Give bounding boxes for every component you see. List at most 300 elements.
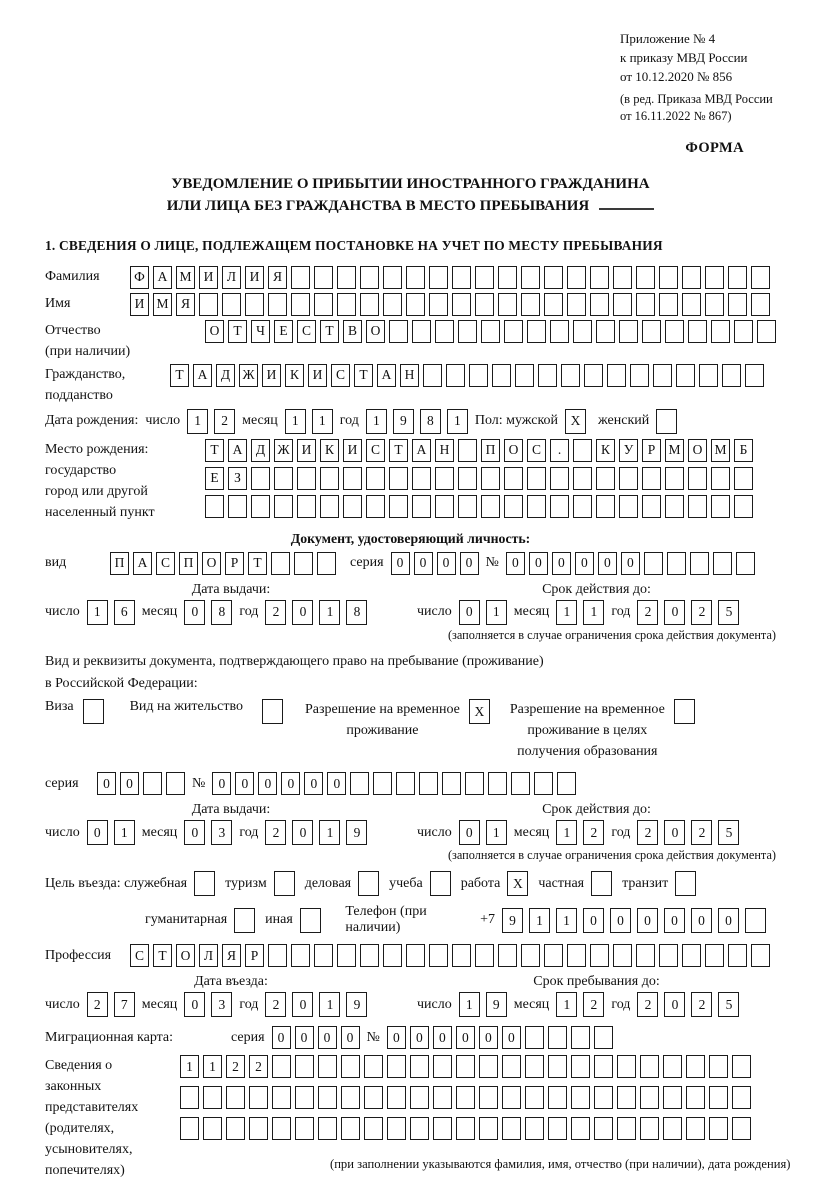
surname-cell[interactable]: Я [268,266,287,289]
doc-series-cell[interactable]: 0 [414,552,433,575]
doc-kind-cell[interactable]: П [179,552,198,575]
surname-cell[interactable] [613,266,632,289]
res-issue-year-cell[interactable]: 0 [292,820,313,845]
doc-series-cell[interactable]: 0 [460,552,479,575]
profession-cell[interactable] [475,944,494,967]
res-valid-day-cell[interactable]: 0 [459,820,480,845]
birthplace-cell[interactable] [573,439,592,462]
birthplace-cell[interactable] [274,495,293,518]
patronymic-cell[interactable] [504,320,523,343]
birthplace-cell[interactable] [665,495,684,518]
birthplace-cell[interactable]: П [481,439,500,462]
representative-cell[interactable] [387,1055,406,1078]
representative-cell[interactable]: 1 [180,1055,199,1078]
name-cell[interactable]: М [153,293,172,316]
doc-issue-month-cell[interactable]: 8 [211,600,232,625]
entry-year-cell[interactable]: 0 [292,992,313,1017]
birthplace-cell[interactable] [481,467,500,490]
mig-number-cell[interactable] [548,1026,567,1049]
birthplace-cell[interactable] [458,439,477,462]
representative-cell[interactable]: 2 [226,1055,245,1078]
birthplace-cell[interactable] [251,495,270,518]
doc-kind-cell[interactable]: С [156,552,175,575]
res-valid-year-cell[interactable]: 2 [691,820,712,845]
res-valid-year-cell[interactable]: 2 [637,820,658,845]
profession-cell[interactable] [751,944,770,967]
patronymic-cell[interactable] [573,320,592,343]
doc-kind-cell[interactable] [317,552,336,575]
res-issue-year-cell[interactable]: 1 [319,820,340,845]
representative-cell[interactable] [594,1086,613,1109]
name-cell[interactable] [314,293,333,316]
res-valid-year-cell[interactable]: 5 [718,820,739,845]
birthplace-cell[interactable] [274,467,293,490]
doc-series-cell[interactable]: 0 [391,552,410,575]
patronymic-cell[interactable] [734,320,753,343]
surname-cell[interactable] [751,266,770,289]
representative-cell[interactable] [364,1117,383,1140]
birthplace-cell[interactable] [297,495,316,518]
res-number-cell[interactable]: 0 [281,772,300,795]
official-checkbox-cell[interactable] [194,871,215,896]
doc-number-cell[interactable]: 0 [506,552,525,575]
birthplace-cell[interactable]: Р [642,439,661,462]
surname-cell[interactable] [452,266,471,289]
surname-cell[interactable]: Ф [130,266,149,289]
citizenship-cell[interactable] [653,364,672,387]
representative-cell[interactable] [180,1086,199,1109]
mig-series-cell[interactable]: 0 [272,1026,291,1049]
birthplace-cell[interactable]: Н [435,439,454,462]
citizenship-cell[interactable] [561,364,580,387]
representative-cell[interactable] [663,1117,682,1140]
representative-cell[interactable] [502,1055,521,1078]
patronymic-cell[interactable] [757,320,776,343]
profession-cell[interactable] [452,944,471,967]
profession-cell[interactable] [521,944,540,967]
business-checkbox-cell[interactable] [358,871,379,896]
birthplace-cell[interactable]: Т [389,439,408,462]
representative-cell[interactable] [548,1055,567,1078]
citizenship-cell[interactable] [538,364,557,387]
patronymic-cell[interactable] [412,320,431,343]
birthplace-cell[interactable] [527,467,546,490]
citizenship-cell[interactable]: Н [400,364,419,387]
surname-cell[interactable]: И [199,266,218,289]
birthplace-cell[interactable] [734,495,753,518]
doc-issue-year-cell[interactable]: 8 [346,600,367,625]
doc-valid-month-cell[interactable]: 1 [556,600,577,625]
birthplace-cell[interactable]: А [412,439,431,462]
birthplace-cell[interactable]: Д [251,439,270,462]
representative-cell[interactable] [180,1117,199,1140]
phone-cell[interactable]: 1 [529,908,550,933]
birthplace-cell[interactable] [619,467,638,490]
doc-number-cell[interactable]: 0 [575,552,594,575]
doc-kind-cell[interactable]: П [110,552,129,575]
citizenship-cell[interactable] [423,364,442,387]
birthplace-cell[interactable] [711,467,730,490]
profession-cell[interactable]: Л [199,944,218,967]
work-checkbox-cell[interactable]: X [507,871,528,896]
representative-cell[interactable] [318,1117,337,1140]
birthplace-cell[interactable] [389,467,408,490]
doc-number-cell[interactable]: 0 [552,552,571,575]
representative-cell[interactable] [686,1055,705,1078]
doc-kind-cell[interactable]: Т [248,552,267,575]
birthplace-cell[interactable]: . [550,439,569,462]
birthplace-cell[interactable] [550,495,569,518]
phone-cell[interactable]: 0 [583,908,604,933]
patronymic-cell[interactable] [389,320,408,343]
birthplace-cell[interactable]: М [711,439,730,462]
patronymic-cell[interactable] [596,320,615,343]
res-number-cell[interactable]: 0 [212,772,231,795]
patronymic-cell[interactable]: О [366,320,385,343]
surname-cell[interactable] [544,266,563,289]
birthplace-cell[interactable]: А [228,439,247,462]
patronymic-cell[interactable]: Т [228,320,247,343]
humanitarian-checkbox-cell[interactable] [234,908,255,933]
patronymic-cell[interactable] [458,320,477,343]
birthplace-cell[interactable]: Б [734,439,753,462]
birthplace-cell[interactable]: О [504,439,523,462]
birthplace-cell[interactable] [297,467,316,490]
representative-cell[interactable] [525,1086,544,1109]
entry-month-cell[interactable]: 3 [211,992,232,1017]
res-issue-month-cell[interactable]: 3 [211,820,232,845]
representative-cell[interactable] [640,1086,659,1109]
stay-day-cell[interactable]: 9 [486,992,507,1017]
representative-cell[interactable] [341,1055,360,1078]
representative-cell[interactable] [525,1117,544,1140]
citizenship-cell[interactable]: Д [216,364,235,387]
name-cell[interactable] [406,293,425,316]
birthplace-cell[interactable] [366,495,385,518]
res-issue-day-cell[interactable]: 0 [87,820,108,845]
birthplace-cell[interactable]: К [320,439,339,462]
surname-cell[interactable] [521,266,540,289]
citizenship-cell[interactable]: Т [170,364,189,387]
citizenship-cell[interactable] [515,364,534,387]
phone-cell[interactable]: 0 [691,908,712,933]
birthplace-cell[interactable]: О [688,439,707,462]
representative-cell[interactable] [594,1055,613,1078]
citizenship-cell[interactable]: А [377,364,396,387]
surname-cell[interactable] [682,266,701,289]
name-cell[interactable] [245,293,264,316]
birthplace-cell[interactable] [734,467,753,490]
birthplace-cell[interactable] [228,495,247,518]
profession-cell[interactable] [682,944,701,967]
birthplace-cell[interactable] [550,467,569,490]
stay-year-cell[interactable]: 2 [637,992,658,1017]
representative-cell[interactable] [571,1055,590,1078]
representative-cell[interactable] [617,1117,636,1140]
birthplace-cell[interactable] [320,467,339,490]
representative-cell[interactable] [341,1086,360,1109]
mig-number-cell[interactable]: 0 [479,1026,498,1049]
res-series-cell[interactable] [143,772,162,795]
entry-year-cell[interactable]: 2 [265,992,286,1017]
representative-cell[interactable] [502,1117,521,1140]
representative-cell[interactable] [410,1086,429,1109]
representative-cell[interactable] [272,1117,291,1140]
name-cell[interactable] [544,293,563,316]
mig-number-cell[interactable]: 0 [502,1026,521,1049]
patronymic-cell[interactable] [619,320,638,343]
mig-number-cell[interactable]: 0 [410,1026,429,1049]
surname-cell[interactable] [475,266,494,289]
representative-cell[interactable] [479,1117,498,1140]
birthplace-cell[interactable] [642,495,661,518]
surname-cell[interactable]: М [176,266,195,289]
birthplace-cell[interactable]: Т [205,439,224,462]
representative-cell[interactable] [203,1086,222,1109]
representative-cell[interactable] [249,1117,268,1140]
representative-cell[interactable] [571,1086,590,1109]
representative-cell[interactable] [548,1086,567,1109]
stay-year-cell[interactable]: 2 [691,992,712,1017]
representative-cell[interactable] [226,1117,245,1140]
name-cell[interactable] [337,293,356,316]
birthplace-cell[interactable] [458,467,477,490]
tourism-checkbox-cell[interactable] [274,871,295,896]
name-cell[interactable] [613,293,632,316]
birthplace-cell[interactable] [412,495,431,518]
birth-day-cell[interactable]: 2 [214,409,235,434]
surname-cell[interactable] [567,266,586,289]
other-checkbox-cell[interactable] [300,908,321,933]
doc-issue-year-cell[interactable]: 0 [292,600,313,625]
representative-cell[interactable] [640,1055,659,1078]
birthplace-cell[interactable] [665,467,684,490]
res-number-cell[interactable] [350,772,369,795]
entry-year-cell[interactable]: 1 [319,992,340,1017]
citizenship-cell[interactable]: А [193,364,212,387]
surname-cell[interactable] [337,266,356,289]
patronymic-cell[interactable]: О [205,320,224,343]
surname-cell[interactable] [360,266,379,289]
birthplace-cell[interactable] [435,467,454,490]
doc-number-cell[interactable] [667,552,686,575]
name-cell[interactable] [567,293,586,316]
res-number-cell[interactable] [488,772,507,795]
patronymic-cell[interactable]: Е [274,320,293,343]
name-cell[interactable] [222,293,241,316]
res-number-cell[interactable]: 0 [235,772,254,795]
doc-valid-year-cell[interactable]: 2 [691,600,712,625]
study-checkbox-cell[interactable] [430,871,451,896]
surname-cell[interactable]: И [245,266,264,289]
birthplace-cell[interactable] [389,495,408,518]
surname-cell[interactable] [383,266,402,289]
res-valid-month-cell[interactable]: 1 [556,820,577,845]
surname-cell[interactable] [590,266,609,289]
res-number-cell[interactable]: 0 [327,772,346,795]
representative-cell[interactable] [364,1086,383,1109]
doc-issue-day-cell[interactable]: 6 [114,600,135,625]
representative-cell[interactable] [548,1117,567,1140]
profession-cell[interactable] [659,944,678,967]
res-number-cell[interactable] [511,772,530,795]
birthplace-cell[interactable] [573,467,592,490]
birthplace-cell[interactable]: К [596,439,615,462]
doc-number-cell[interactable] [713,552,732,575]
representative-cell[interactable] [433,1086,452,1109]
doc-valid-year-cell[interactable]: 2 [637,600,658,625]
phone-cell[interactable]: 0 [637,908,658,933]
mig-number-cell[interactable] [571,1026,590,1049]
doc-number-cell[interactable] [644,552,663,575]
name-cell[interactable] [521,293,540,316]
profession-cell[interactable]: С [130,944,149,967]
profession-cell[interactable] [268,944,287,967]
citizenship-cell[interactable] [745,364,764,387]
birthplace-cell[interactable] [481,495,500,518]
birthplace-cell[interactable]: З [228,467,247,490]
birth-year-cell[interactable]: 8 [420,409,441,434]
birthplace-cell[interactable] [642,467,661,490]
patronymic-cell[interactable] [665,320,684,343]
patronymic-cell[interactable]: С [297,320,316,343]
res-number-cell[interactable]: 0 [304,772,323,795]
res-valid-year-cell[interactable]: 0 [664,820,685,845]
name-cell[interactable] [199,293,218,316]
patronymic-cell[interactable]: Ч [251,320,270,343]
name-cell[interactable] [659,293,678,316]
birthplace-cell[interactable]: С [366,439,385,462]
birthplace-cell[interactable] [596,495,615,518]
birthplace-cell[interactable] [596,467,615,490]
res-number-cell[interactable] [465,772,484,795]
representative-cell[interactable] [502,1086,521,1109]
doc-valid-year-cell[interactable]: 5 [718,600,739,625]
representative-cell[interactable] [433,1117,452,1140]
representative-cell[interactable] [272,1055,291,1078]
patronymic-cell[interactable] [435,320,454,343]
birth-month-cell[interactable]: 1 [285,409,306,434]
transit-checkbox-cell[interactable] [675,871,696,896]
birthplace-cell[interactable] [527,495,546,518]
representative-cell[interactable] [387,1117,406,1140]
citizenship-cell[interactable]: С [331,364,350,387]
patronymic-cell[interactable] [481,320,500,343]
patronymic-cell[interactable]: В [343,320,362,343]
doc-number-cell[interactable] [690,552,709,575]
birthplace-cell[interactable] [573,495,592,518]
profession-cell[interactable] [429,944,448,967]
representative-cell[interactable] [387,1086,406,1109]
name-cell[interactable] [590,293,609,316]
birth-month-cell[interactable]: 1 [312,409,333,434]
stay-day-cell[interactable]: 1 [459,992,480,1017]
patronymic-cell[interactable]: Т [320,320,339,343]
mig-number-cell[interactable] [525,1026,544,1049]
female-checkbox-cell[interactable] [656,409,677,434]
citizenship-cell[interactable] [607,364,626,387]
entry-month-cell[interactable]: 0 [184,992,205,1017]
representative-cell[interactable] [226,1086,245,1109]
birth-year-cell[interactable]: 9 [393,409,414,434]
representative-cell[interactable]: 1 [203,1055,222,1078]
representative-cell[interactable] [732,1055,751,1078]
profession-cell[interactable]: Р [245,944,264,967]
representative-cell[interactable] [364,1055,383,1078]
citizenship-cell[interactable] [492,364,511,387]
doc-kind-cell[interactable]: А [133,552,152,575]
doc-issue-day-cell[interactable]: 1 [87,600,108,625]
representative-cell[interactable] [249,1086,268,1109]
citizenship-cell[interactable] [630,364,649,387]
doc-valid-day-cell[interactable]: 1 [486,600,507,625]
patronymic-cell[interactable] [550,320,569,343]
name-cell[interactable] [475,293,494,316]
stay-year-cell[interactable]: 5 [718,992,739,1017]
representative-cell[interactable] [663,1086,682,1109]
edu-permit-checkbox-cell[interactable] [674,699,695,724]
doc-kind-cell[interactable]: Р [225,552,244,575]
name-cell[interactable] [682,293,701,316]
res-issue-year-cell[interactable]: 2 [265,820,286,845]
representative-cell[interactable] [295,1117,314,1140]
citizenship-cell[interactable] [699,364,718,387]
profession-cell[interactable] [567,944,586,967]
phone-cell[interactable]: 9 [502,908,523,933]
birthplace-cell[interactable] [343,495,362,518]
representative-cell[interactable] [617,1086,636,1109]
doc-valid-year-cell[interactable]: 0 [664,600,685,625]
doc-issue-year-cell[interactable]: 2 [265,600,286,625]
name-cell[interactable]: И [130,293,149,316]
surname-cell[interactable] [429,266,448,289]
birthplace-cell[interactable] [412,467,431,490]
profession-cell[interactable] [705,944,724,967]
name-cell[interactable] [751,293,770,316]
res-issue-month-cell[interactable]: 0 [184,820,205,845]
representative-cell[interactable] [663,1055,682,1078]
birthplace-cell[interactable] [343,467,362,490]
profession-cell[interactable] [383,944,402,967]
patronymic-cell[interactable] [642,320,661,343]
citizenship-cell[interactable]: Т [354,364,373,387]
doc-number-cell[interactable]: 0 [598,552,617,575]
representative-cell[interactable] [410,1117,429,1140]
citizenship-cell[interactable]: И [308,364,327,387]
birthplace-cell[interactable]: У [619,439,638,462]
representative-cell[interactable] [433,1055,452,1078]
entry-day-cell[interactable]: 7 [114,992,135,1017]
name-cell[interactable] [636,293,655,316]
profession-cell[interactable]: О [176,944,195,967]
profession-cell[interactable] [613,944,632,967]
representative-cell[interactable] [479,1055,498,1078]
citizenship-cell[interactable] [722,364,741,387]
mig-series-cell[interactable]: 0 [318,1026,337,1049]
citizenship-cell[interactable] [446,364,465,387]
representative-cell[interactable] [203,1117,222,1140]
profession-cell[interactable] [406,944,425,967]
res-issue-year-cell[interactable]: 9 [346,820,367,845]
name-cell[interactable]: Я [176,293,195,316]
representative-cell[interactable] [295,1086,314,1109]
representative-cell[interactable] [732,1117,751,1140]
res-series-cell[interactable]: 0 [120,772,139,795]
entry-day-cell[interactable]: 2 [87,992,108,1017]
residence-permit-checkbox-cell[interactable] [262,699,283,724]
res-number-cell[interactable] [557,772,576,795]
representative-cell[interactable] [272,1086,291,1109]
